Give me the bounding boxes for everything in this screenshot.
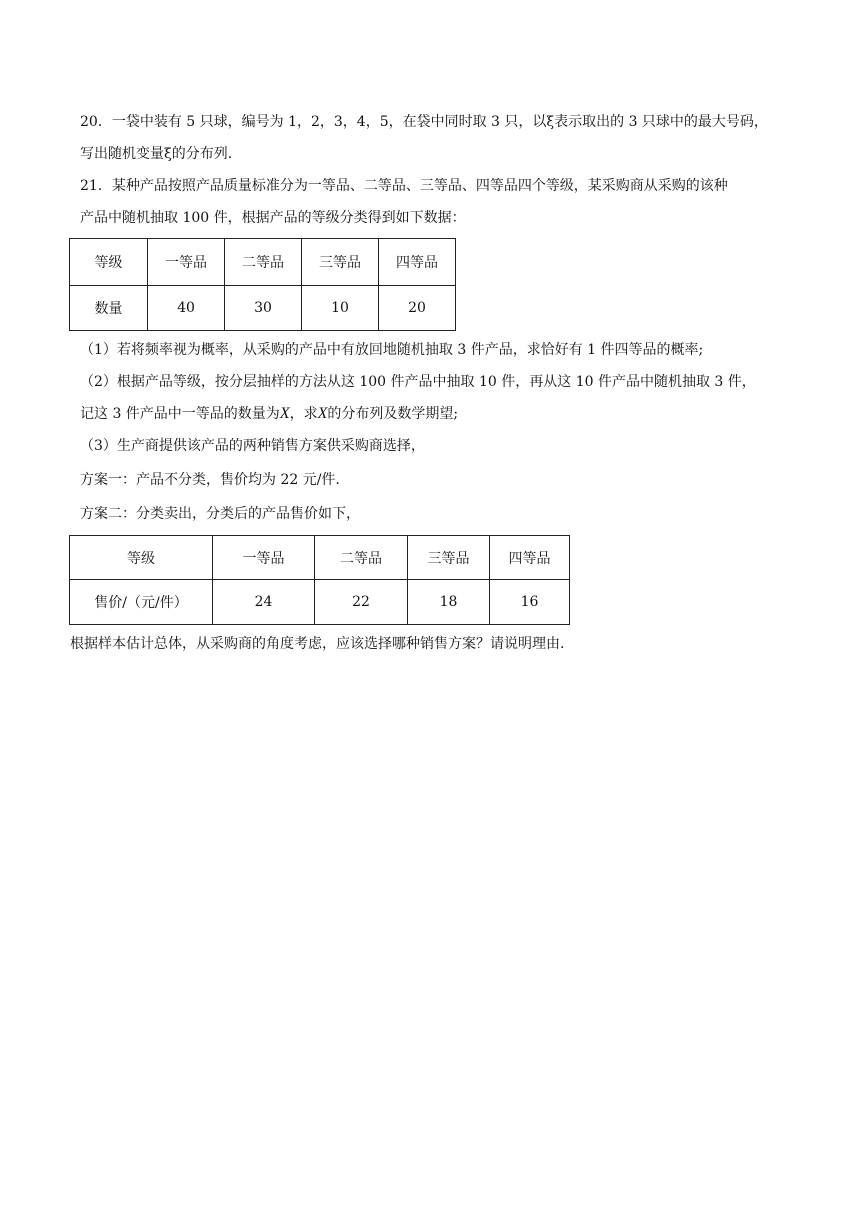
- table-cell: 售价/（元/件）: [70, 580, 213, 625]
- table-cell: 16: [490, 580, 570, 625]
- table-cell: 18: [408, 580, 490, 625]
- table-cell: 四等品: [379, 239, 456, 286]
- table-cell: 数量: [70, 286, 148, 331]
- table-row: [70, 239, 456, 286]
- q21-part-3: （3）生产商提供该产品的两种销售方案供采购商选择，: [80, 438, 425, 454]
- grade-price-table: [69, 535, 570, 625]
- table-cell: 四等品: [490, 536, 570, 580]
- grade-quantity-table: [69, 238, 456, 331]
- table-cell: 三等品: [302, 239, 379, 286]
- conclusion-text: 根据样本估计总体，从采购商的角度考虑，应该选择哪种销售方案？请说明理由.: [70, 636, 565, 652]
- table-row: [70, 580, 570, 625]
- table-cell: 20: [379, 286, 456, 331]
- q21-line-1: 21．某种产品按照产品质量标准分为一等品、二等品、三等品、四等品四个等级，某采购商从采购的该种: [80, 178, 728, 194]
- q21-line-2: 产品中随机抽取 100 件，根据产品的等级分类得到如下数据：: [80, 210, 466, 226]
- q21-part-1: （1）若将频率视为概率，从采购的产品中有放回地随机抽取 3 件产品，求恰好有 1 件四等品的概率;: [80, 342, 704, 358]
- variable-x: X: [279, 405, 290, 422]
- q20-line-2: 写出随机变量ξ的分布列.: [80, 146, 233, 162]
- plan-one: 方案一：产品不分类，售价均为 22 元/件.: [80, 472, 340, 488]
- table-row: [70, 536, 570, 580]
- q21-part-2-text-b: ，求: [289, 406, 318, 422]
- q21-part-2-line-1: （2）根据产品等级，按分层抽样的方法从这 100 件产品中抽取 10 件，再从这 10 件产品中随机抽取 3 件，: [80, 374, 756, 390]
- table-cell: 二等品: [315, 536, 408, 580]
- table-cell: 等级: [70, 239, 148, 286]
- table-row: [70, 286, 456, 331]
- table-cell: 22: [315, 580, 408, 625]
- q20-line-1: 20．一袋中装有 5 只球，编号为 1，2，3，4，5，在袋中同时取 3 只，以ξ表示取出的 3 只球中的最大号码，: [80, 114, 768, 130]
- plan-two: 方案二：分类卖出，分类后的产品售价如下，: [80, 506, 360, 522]
- table-cell: 一等品: [213, 536, 315, 580]
- table-cell: 三等品: [408, 536, 490, 580]
- table-cell: 30: [225, 286, 302, 331]
- q21-part-2-text-c: 的分布列及数学期望;: [327, 406, 459, 422]
- table-cell: 24: [213, 580, 315, 625]
- table-cell: 二等品: [225, 239, 302, 286]
- q21-part-2-text-a: 记这 3 件产品中一等品的数量为: [80, 406, 280, 422]
- q21-part-2-line-2: [80, 404, 458, 424]
- variable-x: X: [317, 405, 328, 422]
- table-cell: 一等品: [148, 239, 225, 286]
- table-cell: 40: [148, 286, 225, 331]
- table-cell: 10: [302, 286, 379, 331]
- table-cell: 等级: [70, 536, 213, 580]
